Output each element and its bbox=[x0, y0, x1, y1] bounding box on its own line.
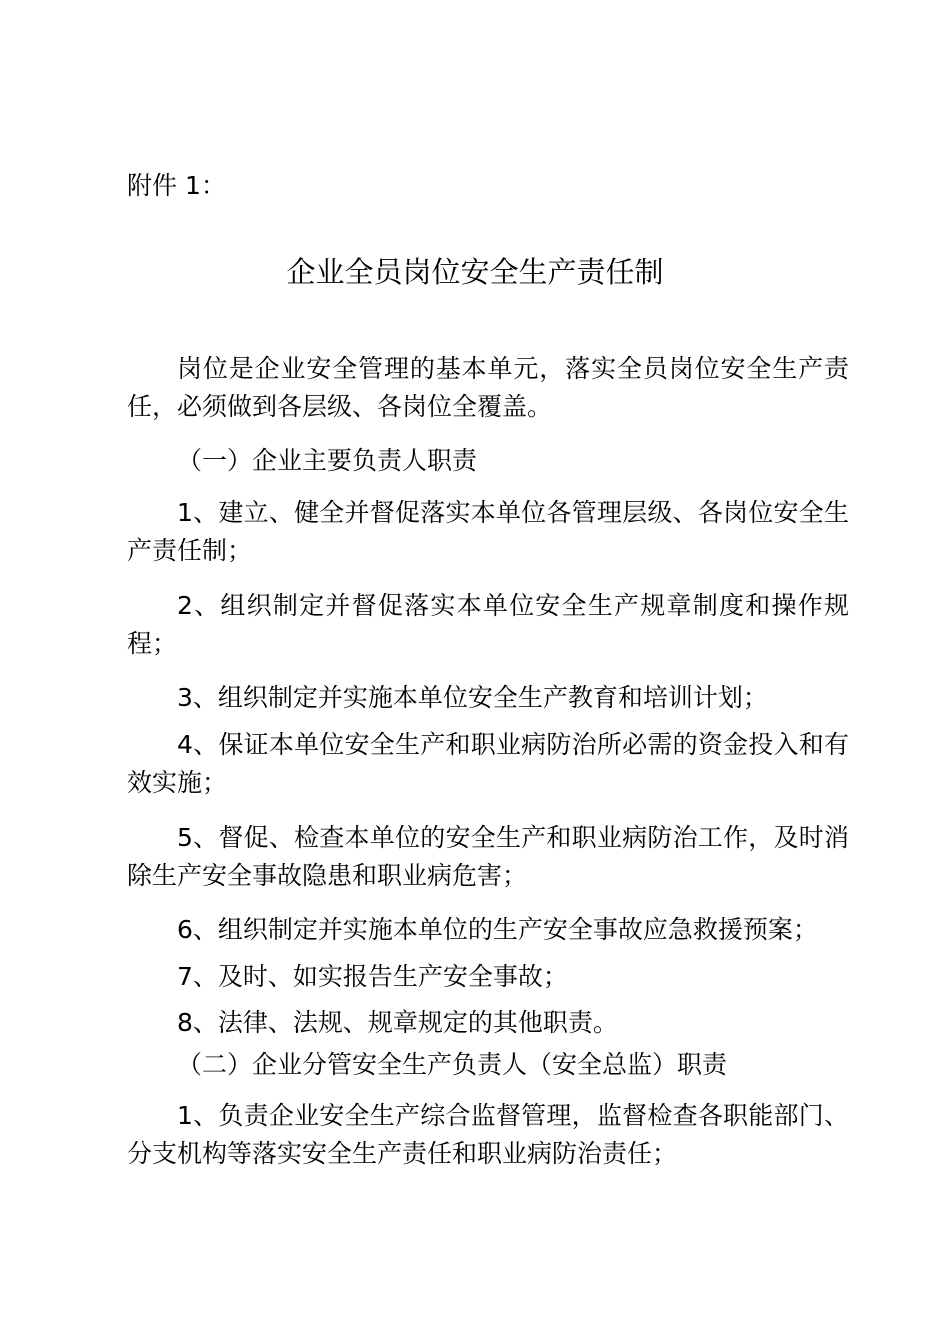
duty-item: 1、负责企业安全生产综合监督管理，监督检查各职能部门、分支机构等落实安全生产责任和职业病防治责任； bbox=[127, 1101, 849, 1168]
duty-item: 2、组织制定并督促落实本单位安全生产规章制度和操作规程； bbox=[127, 591, 849, 658]
duty-item: 8、法律、法规、规章规定的其他职责。 bbox=[177, 1008, 618, 1037]
document-title: 企业全员岗位安全生产责任制 bbox=[286, 255, 664, 289]
duty-item: 6、组织制定并实施本单位的生产安全事故应急救援预案； bbox=[177, 915, 818, 944]
attachment-label: 附件 1： bbox=[127, 171, 226, 200]
duty-item: 5、督促、检查本单位的安全生产和职业病防治工作，及时消除生产安全事故隐患和职业病危害； bbox=[127, 823, 849, 890]
section-heading-safety-director: （二）企业分管安全生产负责人（安全总监）职责 bbox=[177, 1050, 728, 1079]
duty-item: 7、及时、如实报告生产安全事故； bbox=[177, 962, 568, 991]
section-heading-principal: （一）企业主要负责人职责 bbox=[177, 446, 478, 475]
duty-item: 3、组织制定并实施本单位安全生产教育和培训计划； bbox=[177, 683, 768, 712]
intro-paragraph: 岗位是企业安全管理的基本单元，落实全员岗位安全生产责任，必须做到各层级、各岗位全覆盖。 bbox=[127, 354, 849, 421]
duty-item: 1、建立、健全并督促落实本单位各管理层级、各岗位安全生产责任制； bbox=[127, 498, 849, 565]
duty-item: 4、保证本单位安全生产和职业病防治所必需的资金投入和有效实施； bbox=[127, 730, 849, 797]
